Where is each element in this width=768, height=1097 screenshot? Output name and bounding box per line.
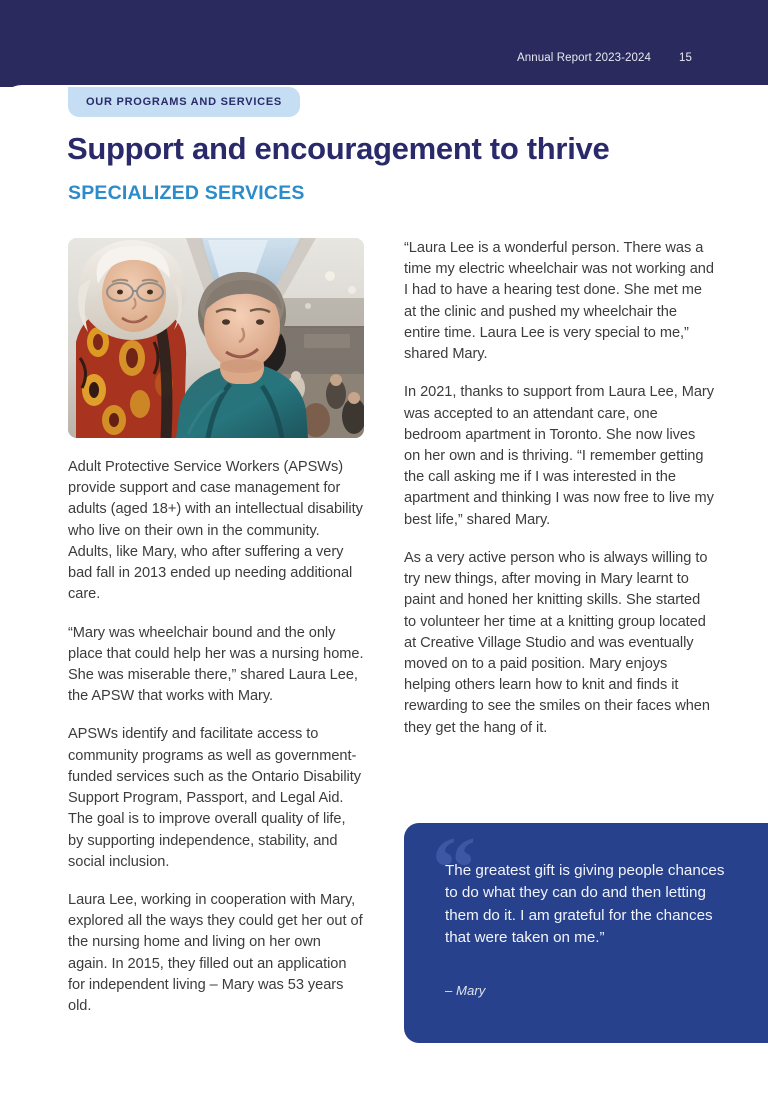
page-title: Support and encouragement to thrive bbox=[67, 131, 610, 166]
paragraph: In 2021, thanks to support from Laura Lee, Mary was accepted to an attendant care, one bedroom apartment in Toronto. She now lives on her own and is thriving. “I remember getting the call asking me if I was interested in the apartment and thinking I was now free to live my best life,” shared Mary. bbox=[404, 384, 714, 528]
header-meta bbox=[517, 52, 692, 64]
right-column bbox=[404, 238, 715, 739]
page-subtitle: SPECIALIZED SERVICES bbox=[68, 182, 305, 204]
pull-quote-box bbox=[404, 823, 768, 1043]
paragraph: As a very active person who is always willing to try new things, after moving in Mary learnt to paint and honed her knitting skills. She started to volunteer her time at a knitting group located at Creative Village Studio and was eventually moved on to a paid position. Mary enjoys helping others learn how to knit and finds it rewarding to see the smiles on their faces when they get the hang of it. bbox=[404, 549, 710, 736]
feature-photo bbox=[68, 238, 364, 438]
left-column bbox=[68, 238, 364, 1017]
pull-quote-text: The greatest gift is giving people chances to do what they can do and then letting them do it. I am grateful for the chances that were taken on me.” bbox=[445, 862, 725, 947]
header-band bbox=[0, 0, 768, 87]
quote-mark-icon: “ bbox=[432, 823, 476, 917]
paragraph: “Laura Lee is a wonderful person. There was a time my electric wheelchair was not working and I had to have a hearing test done. She met me at the clinic and pushed my wheelchair the entire time. Laura Lee is very special to me,” shared Mary. bbox=[404, 240, 714, 363]
paragraph: APSWs identify and facilitate access to community programs as well as government-funded services such as the Ontario Disability Support Program, Passport, and Legal Aid. The goal is to improve overall quality of life, by supporting independence, stability, and social inclusion. bbox=[68, 726, 361, 870]
pull-quote-attribution: – Mary bbox=[445, 983, 486, 998]
paragraph: “Mary was wheelchair bound and the only place that could help her was a nursing home. She was miserable there,” shared Laura Lee, the APSW that works with Mary. bbox=[68, 624, 364, 705]
report-label: Annual Report 2023-2024 bbox=[516, 52, 651, 64]
paragraph: Laura Lee, working in cooperation with Mary, explored all the ways they could get her out of the nursing home and living on her own again. In 2015, they filled out an application for independent living – Mary was 53 years old. bbox=[68, 891, 363, 1015]
paragraph: Adult Protective Service Workers (APSWs) provide support and case management for adults (aged 18+) with an intellectual disability who live on their own in the community. Adults, like Mary, who after suffering a very bad fall in 2013 ended up needing additional care. bbox=[68, 459, 363, 603]
left-column-body bbox=[68, 457, 364, 1017]
page-number: 15 bbox=[679, 52, 692, 64]
section-eyebrow-tag: OUR PROGRAMS AND SERVICES bbox=[68, 87, 300, 117]
